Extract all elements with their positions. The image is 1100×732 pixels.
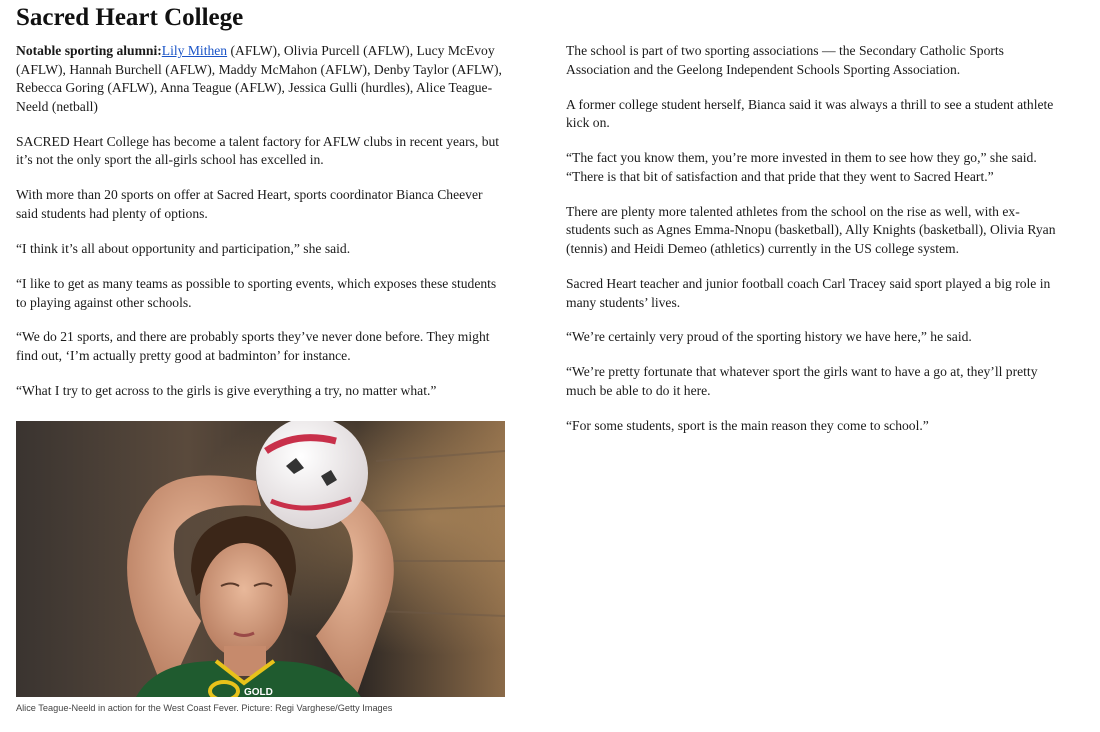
article-paragraph: A former college student herself, Bianca said it was always a thrill to see a student athlete kick on.: [566, 96, 1054, 131]
article-paragraph: “We’re certainly very proud of the sporting history we have here,” he said.: [566, 329, 972, 345]
article-paragraph: “What I try to get across to the girls is give everything a try, no matter what.”: [16, 383, 437, 399]
article-paragraph: With more than 20 sports on offer at Sacred Heart, sports coordinator Bianca Cheever said students had plenty of options.: [16, 187, 483, 221]
photo-caption: Alice Teague-Neeld in action for the West Coast Fever. Picture: Regi Varghese/Getty Images: [16, 703, 393, 713]
alumni-link-lily-mithen[interactable]: Lily Mithen: [161, 43, 228, 58]
article-paragraph: “I like to get as many teams as possible to sporting events, which exposes these students to playing against other schools.: [16, 275, 497, 310]
alumni-list-text: (AFLW), Olivia Purcell (AFLW), Lucy McEvoy (AFLW), Hannah Burchell (AFLW), Maddy McMahon (AFLW), Denby Taylor (AFLW), Rebecca Goring (AFLW), Anna Teague (AFLW), Jessica Gulli (hurdles), Alice Teague-Neeld (netball): [16, 43, 502, 114]
article-paragraph: There are plenty more talented athletes from the school on the rise as well, with ex-students such as Agnes Emma-Nnopu (basketball), Ally Knights (basketball), Olivia Ryan (tennis) and Heidi Demeo (athletics) currently in the US college system.: [566, 203, 1056, 256]
alumni-paragraph: [16, 42, 506, 116]
article-right-column: [566, 42, 1058, 452]
article-paragraph: “For some students, sport is the main reason they come to school.”: [566, 418, 929, 434]
article-paragraph: “I think it’s all about opportunity and participation,” she said.: [16, 240, 351, 256]
article-paragraph: “We’re pretty fortunate that whatever sport the girls want to have a go at, they’ll pretty much be able to do it here.: [566, 364, 1038, 399]
article-paragraph: “The fact you know them, you’re more invested in them to see how they go,” she said. “There is that bit of satisfaction and that pride that they went to Sacred Heart.”: [566, 150, 1037, 184]
article-paragraph: Sacred Heart teacher and junior football coach Carl Tracey said sport played a big role in many students’ lives.: [566, 275, 1051, 310]
article-photo: [16, 421, 505, 697]
alumni-label: Notable sporting alumni:: [16, 43, 162, 58]
article-paragraph: “We do 21 sports, and there are probably sports they’ve never done before. They might find out, ‘I’m actually pretty good at badminton’ for instance.: [16, 329, 490, 364]
article-paragraph: The school is part of two sporting associations — the Secondary Catholic Sports Association and the Geelong Independent Schools Sporting Association.: [566, 43, 1004, 77]
netball-player-image: [16, 421, 505, 697]
jersey-text: GOLD: [244, 687, 273, 697]
article-paragraph: SACRED Heart College has become a talent factory for AFLW clubs in recent years, but it’s not the only sport the all-girls school has excelled in.: [16, 133, 500, 168]
article-left-column: [16, 42, 506, 417]
page-title: Sacred Heart College: [16, 4, 244, 31]
